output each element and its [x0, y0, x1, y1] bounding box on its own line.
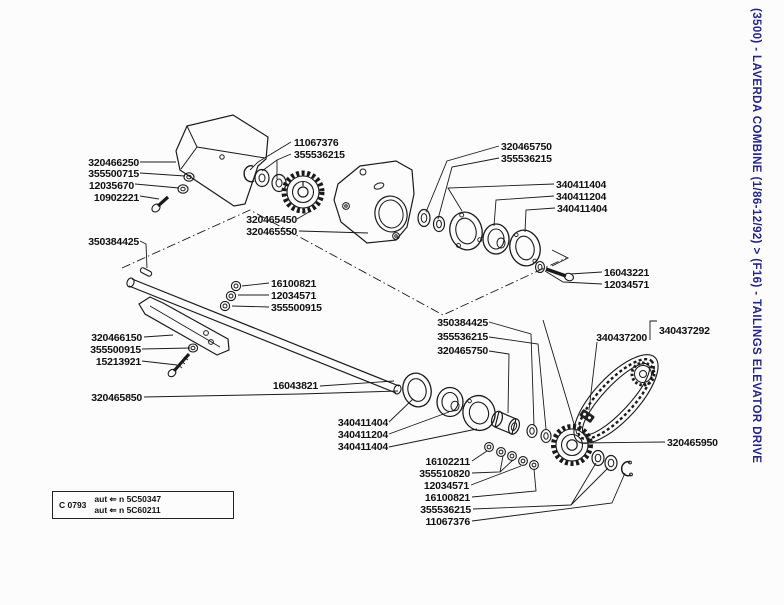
- upper-sprocket: [284, 173, 322, 211]
- flange-ring-icon: [459, 392, 499, 434]
- part-number-label: 12034571: [271, 290, 317, 302]
- drawing-code: C 0793: [59, 500, 87, 510]
- part-number-label: 11067376: [294, 137, 339, 149]
- part-number-label: 12034571: [423, 480, 469, 492]
- part-number-labels: [88, 137, 718, 528]
- upper-bearing-set: [418, 209, 575, 282]
- part-number-label: 320465950: [667, 437, 718, 449]
- part-number-label: 320465750: [501, 141, 552, 153]
- part-number-label: 12034571: [604, 279, 650, 291]
- part-number-label: 355536215: [294, 149, 345, 161]
- revision-line-2: aut ⇐ n 5C60211: [94, 505, 161, 515]
- bolt-icon: [167, 354, 189, 378]
- part-number-label: 320465550: [246, 226, 297, 238]
- part-number-label: 16102211: [425, 456, 470, 468]
- lower-bearing-set: [399, 370, 551, 443]
- part-number-label: 16100821: [271, 278, 317, 290]
- part-number-label: 320466150: [91, 332, 142, 344]
- support-bracket: [139, 297, 229, 355]
- part-number-label: 320465850: [91, 392, 142, 404]
- part-number-label: 16043221: [604, 267, 650, 279]
- part-number-label: 355536215: [437, 331, 488, 343]
- part-number-label: 355536215: [501, 153, 552, 165]
- part-number-label: 340411404: [557, 203, 608, 215]
- part-number-label: 11067376: [425, 516, 470, 528]
- cover-plate: [176, 115, 268, 206]
- upper-washers: [255, 170, 286, 192]
- part-number-label: 355510820: [419, 468, 470, 480]
- part-number-label: 16100821: [424, 492, 470, 504]
- spacer-bushing-icon: [490, 410, 522, 436]
- catalog-breadcrumb-title: (3500) - LAVERDA COMBINE (1/86-12/92) > (F16) - TAILINGS ELEVATOR DRIVE: [750, 8, 762, 464]
- part-number-label: 12035670: [88, 180, 134, 192]
- circlip-icon: [622, 461, 633, 476]
- master-link-icon: [579, 409, 595, 424]
- bearing-flange-icon: [446, 209, 487, 254]
- ball-bearing-icon: [437, 388, 463, 417]
- lower-sprocket: [554, 427, 591, 464]
- drive-housing: [334, 161, 414, 243]
- part-number-label: 340411204: [337, 429, 388, 441]
- part-number-label: 320466250: [88, 157, 139, 169]
- part-number-label: 340411404: [337, 441, 388, 453]
- part-number-label: 350384425: [437, 317, 488, 329]
- revision-legend-box: [52, 491, 234, 519]
- drive-chain: [561, 342, 671, 455]
- part-number-label: 355536215: [420, 504, 471, 516]
- revision-line-1: aut ⇐ n 5C50347: [94, 494, 162, 504]
- part-number-label: 355500715: [88, 168, 139, 180]
- bottom-right-washers: [592, 451, 632, 476]
- bolt-icon: [150, 197, 168, 214]
- chain-sprocket-detail: [632, 363, 654, 385]
- ball-bearing-icon: [483, 224, 509, 254]
- small-fastener-row: [485, 443, 539, 470]
- part-number-label: 340411404: [337, 417, 388, 429]
- part-number-label: 340437292: [659, 325, 710, 337]
- part-number-label: 340437200: [596, 332, 647, 344]
- part-number-label: 10902221: [93, 192, 139, 204]
- part-number-label: 320465450: [246, 214, 297, 226]
- part-number-label: 355500915: [90, 344, 141, 356]
- part-number-label: 320465750: [437, 345, 488, 357]
- part-number-label: 350384425: [88, 236, 139, 248]
- part-number-label: 16043821: [272, 380, 318, 392]
- pin-icon: [140, 267, 153, 277]
- part-number-label: 340411204: [556, 191, 607, 203]
- flange-ring-icon: [506, 227, 544, 270]
- bracket-washer-and-bolt: [167, 344, 198, 378]
- part-number-label: 340411404: [556, 179, 607, 191]
- part-number-label: 15213921: [95, 356, 141, 368]
- cover-washers-and-bolt: [150, 173, 194, 214]
- part-number-label: 355500915: [271, 302, 322, 314]
